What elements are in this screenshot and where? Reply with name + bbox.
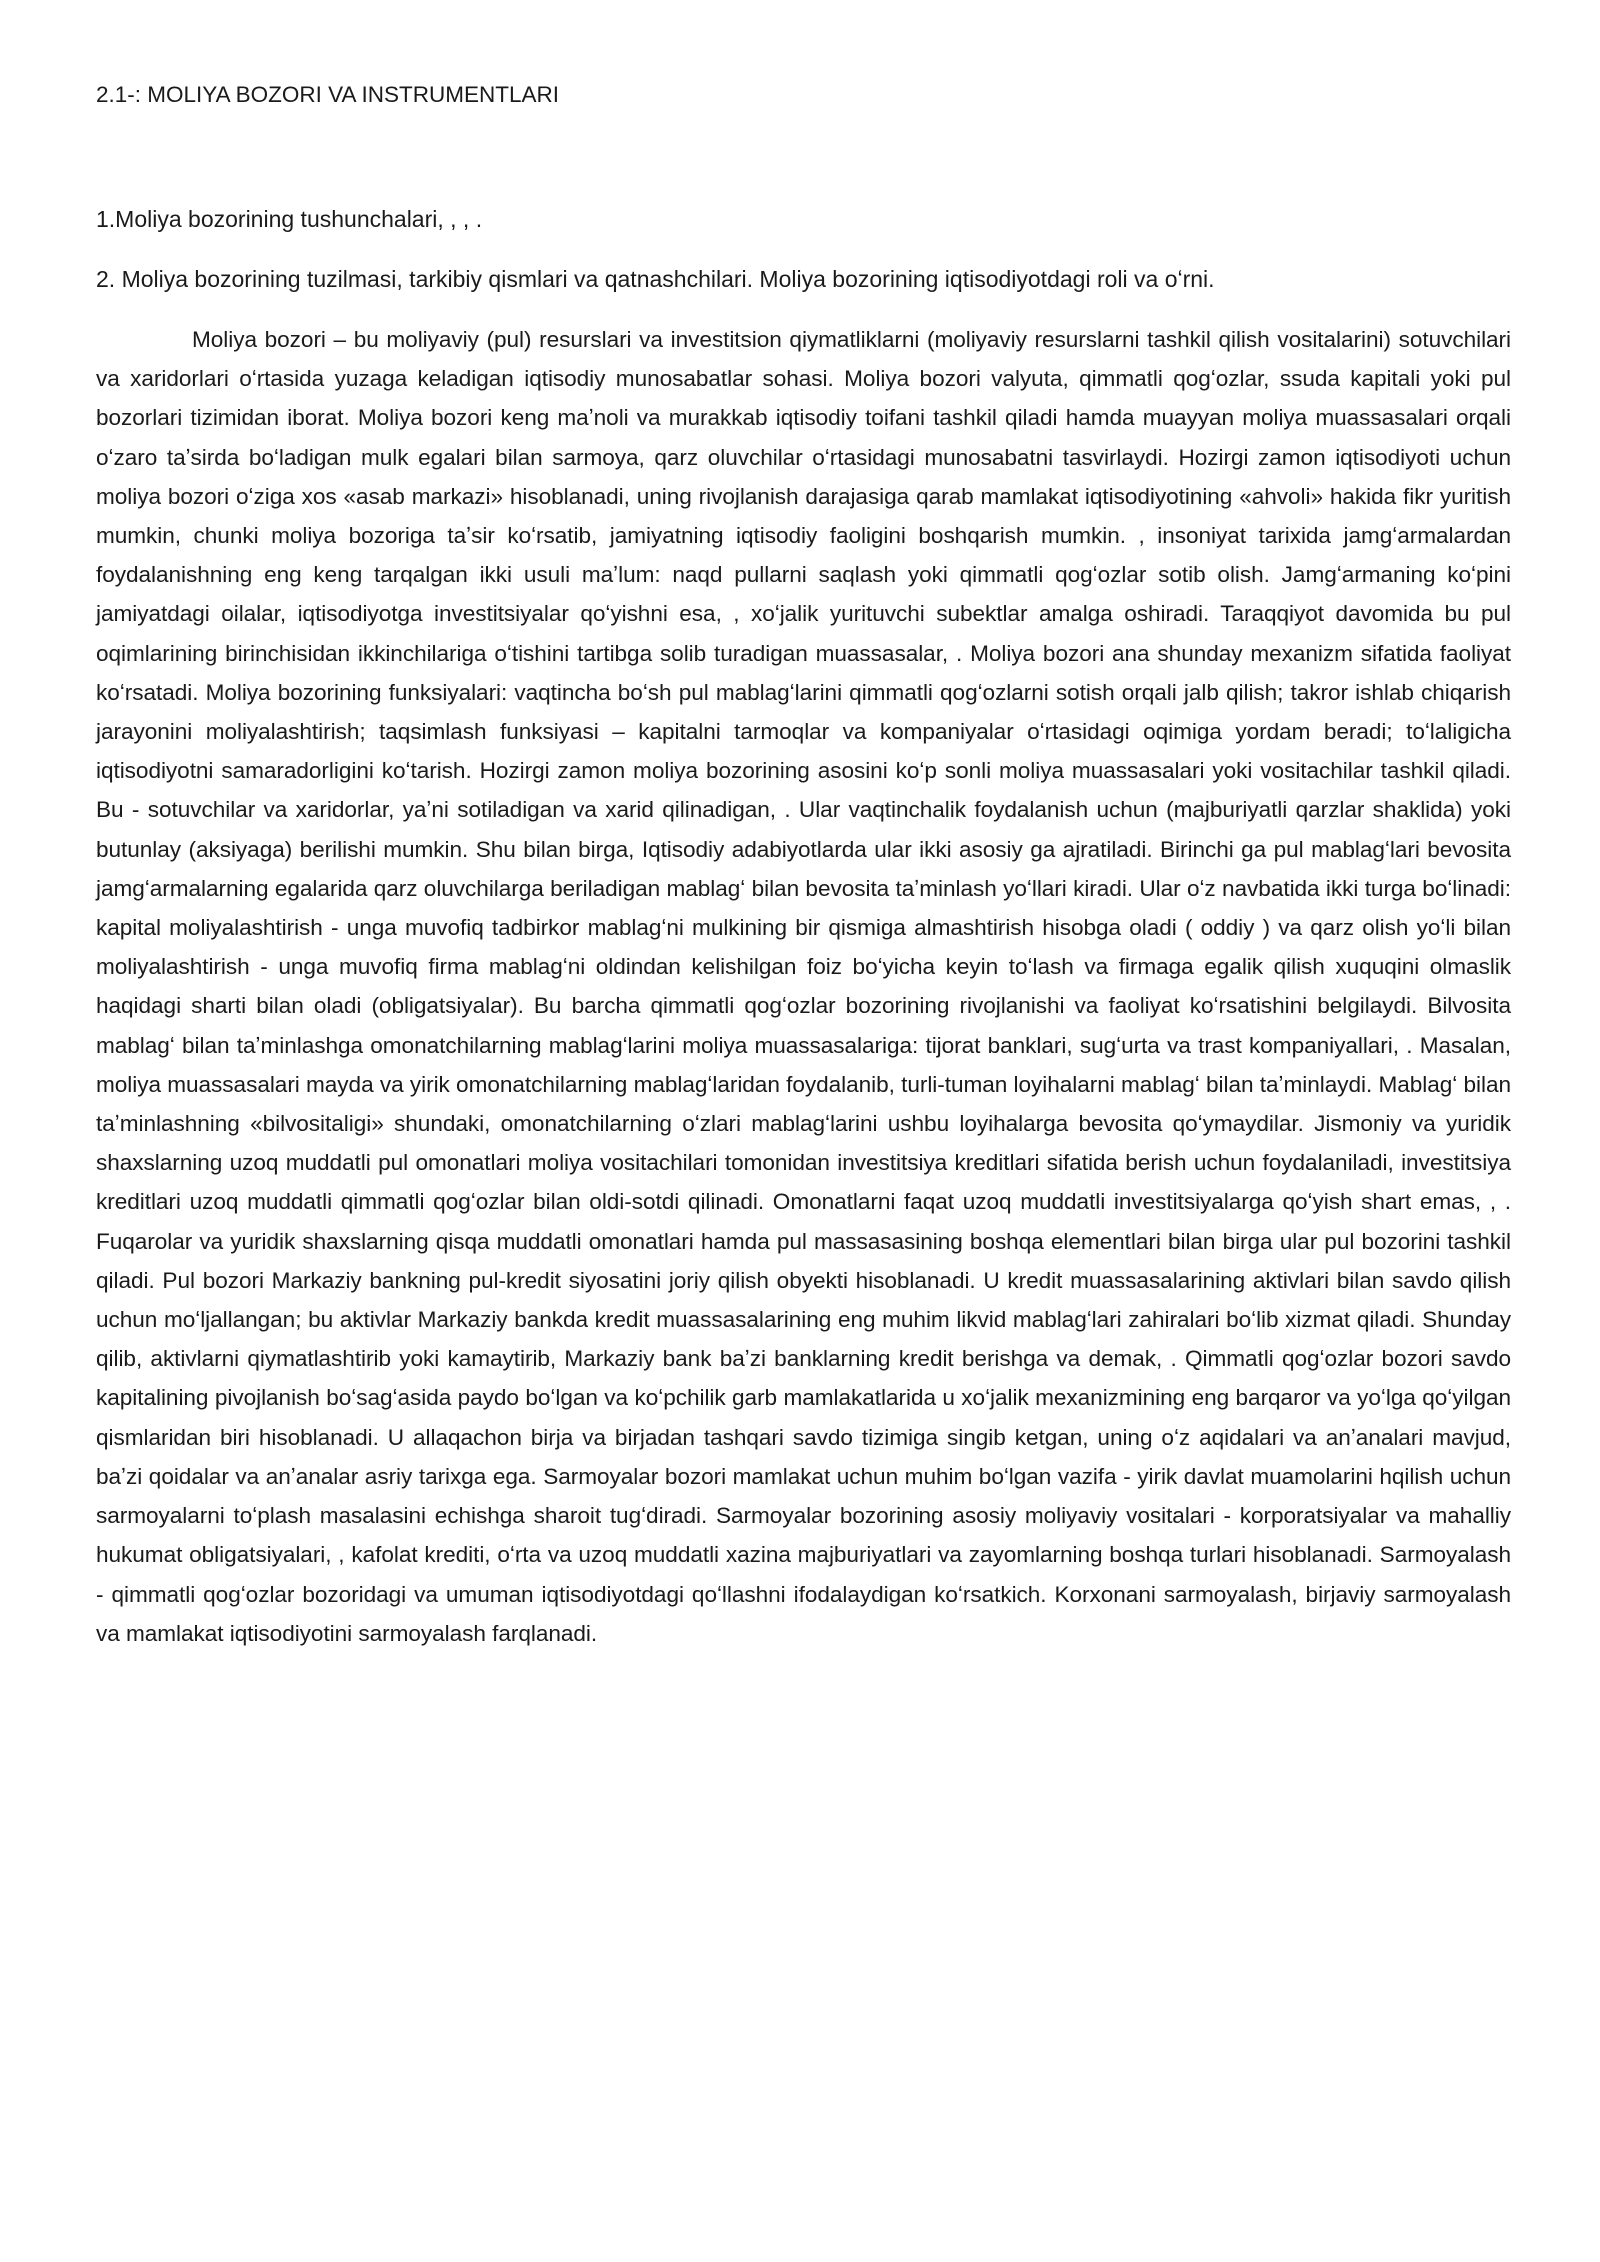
outline-item-2: 2. Moliya bozorining tuzilmasi, tarkibiy qismlari va qatnashchilari. Moliya bozorining iqtisodiyotdagi roli va oʻrni. — [96, 266, 1215, 292]
body-paragraph: Moliya bozori – bu moliyaviy (pul) resurslari va investitsion qiymatliklarni (moliyaviy resurslarni tashkil qilish vositalarini) sotuvchilari va xaridorlari oʻrtasida yuzaga keladigan iqtisodiy munosabatlar sohasi. Moliya bozori valyuta, qimmatli qogʻozlar, ssuda kapitali yoki pul bozorlari tizimidan iborat. Moliya bozori keng maʼnoli va murakkab iqtisodiy toifani tashkil qiladi hamda muayyan moliya muassasalari orqali oʻzaro taʼsirda boʻladigan mulk egalari bilan sarmoya, qarz oluvchilar oʻrtasidagi munosabatni tasvirlaydi. Hozirgi zamon iqtisodiyoti uchun moliya bozori oʻziga xos «asab markazi» hisoblanadi, uning rivojlanish darajasiga qarab mamlakat iqtisodiyotining «ahvoli» hakida fikr yuritish mumkin, chunki moliya bozoriga taʼsir koʻrsatib, jamiyatning iqtisodiy faoligini boshqarish mumkin. , insoniyat tarixida jamgʻarmalardan foydalanishning eng keng tarqalgan ikki usuli maʼlum: naqd pullarni saqlash yoki qimmatli qogʻozlar sotib olish. Jamgʻarmaning koʻpini jamiyatdagi oilalar, iqtisodiyotga investitsiyalar qoʻyishni esa, , xoʻjalik yurituvchi subektlar amalga oshiradi. Taraqqiyot davomida bu pul oqimlarining birinchisidan ikkinchilariga oʻtishini tartibga solib turadigan muassasalar, . Moliya bozori ana shunday mexanizm sifatida faoliyat koʻrsatadi. Moliya bozorining funksiyalari: vaqtincha boʻsh pul mablagʻlarini qimmatli qogʻozlarni sotish orqali jalb qilish; takror ishlab chiqarish jarayonini moliyalashtirish; taqsimlash funksiyasi – kapitalni tarmoqlar va kompaniyalar oʻrtasidagi oqimiga yordam beradi; toʻlaligicha iqtisodiyotni samaradorligini koʻtarish. Hozirgi zamon moliya bozorining asosini koʻp sonli moliya muassasalari yoki vositachilar tashkil qiladi. Bu - sotuvchilar va xaridorlar, yaʼni sotiladigan va xarid qilinadigan, . Ular vaqtinchalik foydalanish uchun (majburiyatli qarzlar shaklida) yoki butunlay (aksiyaga) berilishi mumkin. Shu bilan birga, Iqtisodiy adabiyotlarda ular ikki asosiy ga ajratiladi. Birinchi ga pul mablagʻlari bevosita jamgʻarmalarning egalarida qarz oluvchilarga beriladigan mablagʻ bilan bevosita taʼminlash yoʻllari kiradi. Ular oʻz navbatida ikki turga boʻlinadi: kapital moliyalashtirish - unga muvofiq tadbirkor mablagʻni mulkining bir qismiga almashtirish hisobga oladi ( oddiy ) va qarz olish yoʻli bilan moliyalashtirish - unga muvofiq firma mablagʻni oldindan kelishilgan foiz boʻyicha keyin toʻlash va firmaga egalik qilish xuquqini olmaslik haqidagi sharti bilan oladi (obligatsiyalar). Bu barcha qimmatli qogʻozlar bozorining rivojlanishi va faoliyat koʻrsatishini belgilaydi. Bilvosita mablagʻ bilan taʼminlashga omonatchilarning mablagʻlarini moliya muassasalariga: tijorat banklari, sugʻurta va trast kompaniyallari, . Masalan, moliya muassasalari mayda va yirik omonatchilarning mablagʻlaridan foydalanib, turli-tuman loyihalarni mablagʻ bilan taʼminlaydi. Mablagʻ bilan taʼminlashning «bilvositaligi» shundaki, omonatchilarning oʻzlari mablagʻlarini ushbu loyihalarga bevosita qoʻymaydilar. Jismoniy va yuridik shaxslarning uzoq muddatli pul omonatlari moliya vositachilari tomonidan investitsiya kreditlari sifatida berish uchun foydalaniladi, investitsiya kreditlari uzoq muddatli qimmatli qogʻozlar bilan oldi-sotdi qilinadi. Omonatlarni faqat uzoq muddatli investitsiyalarga qoʻyish shart emas, , . Fuqarolar va yuridik shaxslarning qisqa muddatli omonatlari hamda pul massasasining boshqa elementlari bilan birga ular pul bozorini tashkil qiladi. Pul bozori Markaziy bankning pul-kredit siyosatini joriy qilish obyekti hisoblanadi. U kredit muassasalarining aktivlari bilan savdo qilish uchun moʻljallangan; bu aktivlar Markaziy bankda kredit muassasalarining eng muhim likvid mablagʻlari zahiralari boʻlib xizmat qiladi. Shunday qilib, aktivlarni qiymatlashtirib yoki kamaytirib, Markaziy bank baʼzi banklarning kredit berishga va demak, . Qimmatli qogʻozlar bozori savdo kapitalining pivojlanish boʻsagʻasida paydo boʻlgan va koʻpchilik garb mamlakatlarida u xoʻjalik mexanizmining eng barqaror va yoʻlga qoʻyilgan qismlaridan biri hisoblanadi. U allaqachon birja va birjadan tashqari savdo tizimiga singib ketgan, uning oʻz aqidalari va anʼanalari mavjud, baʼzi qoidalar va anʼanalar asriy tarixga ega. Sarmoyalar bozori mamlakat uchun muhim boʻlgan vazifa - yirik davlat muamolarini hqilish uchun sarmoyalarni toʻplash masalasini echishga sharoit tugʻdiradi. Sarmoyalar bozorining asosiy moliyaviy vositalari - korporatsiyalar va mahalliy hukumat obligatsiyalari, , kafolat krediti, oʻrta va uzoq muddatli xazina majburiyatlari va zayomlarning boshqa turlari hisoblanadi. Sarmoyalash - qimmatli qogʻozlar bozoridagi va umuman iqtisodiyotdagi qoʻllashni ifodalaydigan koʻrsatkich. Korxonani sarmoyalash, birjaviy sarmoyalash va mamlakat iqtisodiyotini sarmoyalash farqlanadi. — [96, 327, 1511, 1646]
outline-item-1: 1.Moliya bozorining tushunchalari, , , . — [96, 206, 483, 232]
document-title: 2.1-: MOLIYA BOZORI VA INSTRUMENTLARI — [96, 82, 560, 107]
